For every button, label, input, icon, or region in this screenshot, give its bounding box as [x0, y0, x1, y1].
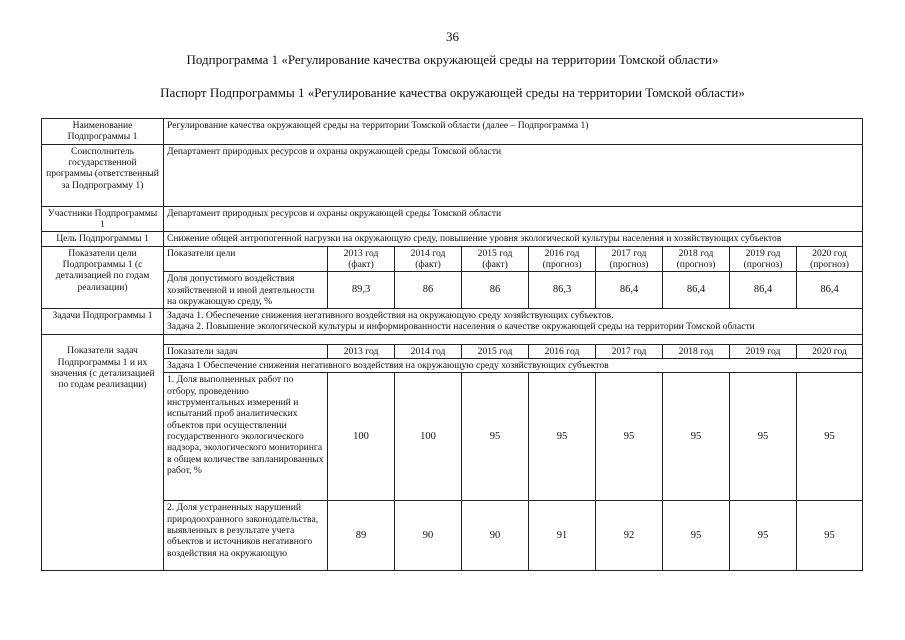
goal-value-cell: 86: [462, 272, 529, 309]
task-year: 2015 год: [462, 344, 529, 358]
goal-value-cell: 86,4: [663, 272, 730, 309]
goal-year: 2015 год (факт): [462, 246, 529, 272]
task-item-2-value: 95: [663, 501, 730, 571]
name-value: Регулирование качества окружающей среды на территории Томской области (далее – Подпрограмма 1): [164, 119, 863, 145]
coexecutor-value: Департамент природных ресурсов и охраны окружающей среды Томской области: [164, 144, 863, 206]
task-1: Задача 1. Обеспечение снижения негативного воздействия на окружающую среду хозяйствующих субъектов.: [167, 310, 614, 322]
task-item-2-value: 95: [730, 501, 797, 571]
row-participants: [42, 206, 863, 232]
goal-indicator-text: Доля допустимого воздействия хозяйственной и иной деятельности на окружающую среду, %: [164, 272, 328, 309]
goal-label: Цель Подпрограммы 1: [42, 232, 164, 246]
passport-title: Паспорт Подпрограммы 1 «Регулирование качества окружающей среды на территории Томской области»: [160, 85, 745, 100]
task-item-1-text: 1. Доля выполненных работ по отбору, проведению инструментальных измерений и испытаний проб аналитических объектов при осуществлении государственного экологического надзора, экологического мониторинга в общем количестве запланированных работ, %: [164, 373, 328, 501]
goal-year: 2016 год (прогноз): [529, 246, 596, 272]
coexecutor-label: Соисполнитель государственной программы (ответственный за Подпрограмму 1): [42, 144, 164, 206]
goal-year: 2013 год (факт): [328, 246, 395, 272]
task-item-1-value: 95: [529, 373, 596, 501]
goal-value-cell: 86: [395, 272, 462, 309]
row-task-indicators-header: [42, 344, 863, 358]
row-goal: [42, 232, 863, 246]
task-item-2-value: 95: [797, 501, 863, 571]
task-item-2-value: 90: [395, 501, 462, 571]
row-task-1-title: [42, 359, 863, 373]
tasks-label: Задачи Подпрограммы 1: [42, 309, 164, 335]
goal-year: 2018 год (прогноз): [663, 246, 730, 272]
goal-year: 2020 год (прогноз): [797, 246, 863, 272]
task-item-1-value: 95: [596, 373, 663, 501]
tasks-value: [164, 309, 863, 335]
row-task-item-1: [42, 373, 863, 501]
page-number: 36: [446, 29, 459, 44]
task-item-1-value: 95: [730, 373, 797, 501]
goal-year: 2017 год (прогноз): [596, 246, 663, 272]
goal-value-cell: 86,3: [529, 272, 596, 309]
task-item-1-value: 95: [663, 373, 730, 501]
goal-value-cell: 86,4: [797, 272, 863, 309]
task-2: Задача 2. Повышение экологической культуры и информированности населения о качестве окружающей среды на территории Томской области: [167, 321, 755, 333]
task-item-2-text: 2. Доля устраненных нарушений природоохранного законодательства, выявленных в результате учета объектов и источников негативного воздействия на окружающую: [164, 501, 328, 571]
goal-year: 2014 год (факт): [395, 246, 462, 272]
task-year: 2014 год: [395, 344, 462, 358]
task-year: 2018 год: [663, 344, 730, 358]
task-year: 2019 год: [730, 344, 797, 358]
task-item-1-value: 100: [328, 373, 395, 501]
task-item-1-value: 100: [395, 373, 462, 501]
goal-indicators-header: Показатели цели: [164, 246, 328, 272]
passport-table: [41, 118, 863, 571]
row-task-item-2: [42, 501, 863, 571]
name-label: Наименование Подпрограммы 1: [42, 119, 164, 145]
row-goal-indicator-values: [42, 272, 863, 309]
task-item-2-value: 91: [529, 501, 596, 571]
task-year: 2017 год: [596, 344, 663, 358]
goal-value-cell: 86,4: [596, 272, 663, 309]
task-1-title: Задача 1 Обеспечение снижения негативного воздействия на окружающую среду хозяйствующих субъектов: [164, 359, 863, 373]
task-year: 2013 год: [328, 344, 395, 358]
goal-year: 2019 год (прогноз): [730, 246, 797, 272]
row-tasks: [42, 309, 863, 335]
row-name: [42, 119, 863, 145]
row-goal-indicators-header: [42, 246, 863, 272]
task-year: 2020 год: [797, 344, 863, 358]
task-indicators-header: Показатели задач: [164, 344, 328, 358]
participants-label: Участники Подпрограммы 1: [42, 206, 164, 232]
goal-value-cell: 89,3: [328, 272, 395, 309]
goal-indicators-label: Показатели цели Подпрограммы 1 (с детализацией по годам реализации): [42, 246, 164, 309]
task-item-1-value: 95: [462, 373, 529, 501]
goal-value-cell: 86,4: [730, 272, 797, 309]
task-year: 2016 год: [529, 344, 596, 358]
task-item-2-value: 90: [462, 501, 529, 571]
task-item-2-value: 92: [596, 501, 663, 571]
participants-value: Департамент природных ресурсов и охраны окружающей среды Томской области: [164, 206, 863, 232]
task-item-2-value: 89: [328, 501, 395, 571]
task-item-1-value: 95: [797, 373, 863, 501]
subprogram-heading: Подпрограмма 1 «Регулирование качества окружающей среды на территории Томской области»: [186, 52, 719, 67]
task-indicators-label: Показатели задач Подпрограммы 1 и их значения (с детализацией по годам реализации): [42, 344, 164, 571]
row-spacer: [42, 334, 863, 344]
goal-value: Снижение общей антропогенной нагрузки на окружающую среду, повышение уровня экологической культуры населения и хозяйствующих субъектов: [164, 232, 863, 246]
row-coexecutor: [42, 144, 863, 206]
